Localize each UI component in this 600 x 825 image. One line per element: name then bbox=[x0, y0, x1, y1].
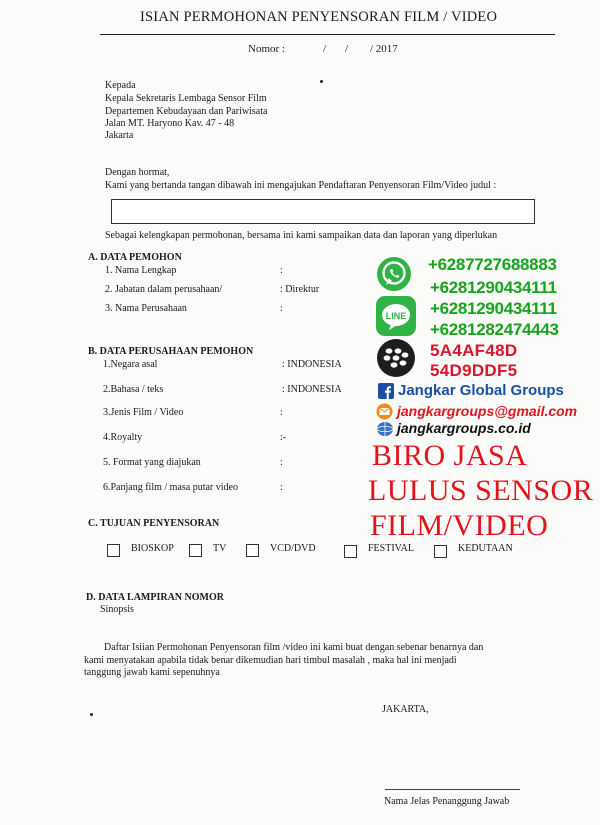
section-d-heading: D. DATA LAMPIRAN NOMOR bbox=[86, 592, 224, 603]
closing-line-1: Daftar Isiian Permohonan Penyensoran film /video ini kami buat dengan sebenar benarnya dan bbox=[104, 642, 484, 653]
section-b-value-5: : bbox=[280, 457, 283, 468]
section-b-label-5: 5. Format yang diajukan bbox=[103, 457, 201, 468]
section-b-label-6: 6.Panjang film / masa putar video bbox=[103, 482, 238, 493]
vcd-dvd-label: VCD/DVD bbox=[270, 543, 316, 554]
svg-text:LINE: LINE bbox=[385, 311, 407, 321]
recipient-line-5: Jakarta bbox=[105, 130, 134, 141]
whatsapp-number: +6287727688883 bbox=[428, 255, 557, 274]
intro-statement: Kami yang bertanda tangan dibawah ini mengajukan Pendaftaran Penyensoran Film/Video judul : bbox=[105, 180, 497, 191]
signature-line bbox=[385, 789, 520, 790]
kedutaan-label: KEDUTAAN bbox=[458, 543, 513, 554]
nomor-slash-1: / bbox=[323, 43, 327, 55]
section-b-value-3: : bbox=[280, 407, 283, 418]
recipient-line-2: Kepala Sekretaris Lembaga Sensor Film bbox=[105, 93, 267, 104]
nomor-label: Nomor : bbox=[248, 43, 285, 55]
section-a-label-1: 1. Nama Lengkap bbox=[105, 265, 177, 276]
recipient-line-3: Departemen Kebudayaan dan Pariwisata bbox=[105, 106, 268, 117]
line-number-3: +6281282474443 bbox=[430, 320, 559, 339]
section-a-heading: A. DATA PEMOHON bbox=[88, 252, 182, 263]
ad-headline-line-2: LULUS SENSOR bbox=[368, 474, 594, 507]
section-b-label-3: 3.Jenis Film / Video bbox=[103, 407, 184, 418]
whatsapp-icon bbox=[376, 256, 412, 292]
ad-headline-line-1: BIRO JASA bbox=[372, 439, 528, 472]
recipient-line-1: Kepada bbox=[105, 80, 136, 91]
tv-label: TV bbox=[213, 543, 227, 554]
section-b-value-6: : bbox=[280, 482, 283, 493]
globe-icon bbox=[376, 421, 394, 437]
signature-label: Nama Jelas Penanggung Jawab bbox=[384, 796, 510, 807]
facebook-name: Jangkar Global Groups bbox=[398, 382, 564, 399]
section-b-value-4: :- bbox=[280, 432, 287, 443]
section-b-label-4: 4.Royalty bbox=[103, 432, 143, 443]
festival-label: FESTIVAL bbox=[368, 543, 414, 554]
signature-place: JAKARTA, bbox=[382, 704, 429, 715]
website-address: jangkargroups.co.id bbox=[397, 420, 531, 436]
scan-speck bbox=[320, 80, 323, 83]
section-a-value-2: : Direktur bbox=[280, 284, 320, 295]
closing-line-3: tanggung jawab kami sepenuhnya bbox=[84, 667, 220, 678]
bbm-pin-2: 54D9DDF5 bbox=[430, 361, 518, 380]
title-underline bbox=[100, 34, 555, 35]
line-number-1: +6281290434111 bbox=[430, 278, 557, 297]
line-app-icon bbox=[376, 296, 416, 336]
recipient-line-4: Jalan MT. Haryono Kav. 47 - 48 bbox=[105, 118, 235, 129]
section-b-label-2: 2.Bahasa / teks bbox=[103, 384, 164, 395]
section-a-value-1: : bbox=[280, 265, 283, 276]
completeness-note: Sebagai kelengkapan permohonan, bersama ini kami sampaikan data dan laporan yang diperlukan bbox=[105, 230, 498, 241]
section-b-heading: B. DATA PERUSAHAAN PEMOHON bbox=[88, 346, 254, 357]
vcd-dvd-checkbox[interactable] bbox=[246, 544, 259, 557]
section-a-label-2: 2. Jabatan dalam perusahaan/ bbox=[105, 284, 223, 295]
facebook-icon bbox=[378, 383, 394, 399]
tv-checkbox[interactable] bbox=[189, 544, 202, 557]
section-a-label-3: 3. Nama Perusahaan bbox=[105, 303, 187, 314]
bbm-pin-1: 5A4AF48D bbox=[430, 341, 518, 360]
section-d-item: Sinopsis bbox=[100, 604, 134, 615]
section-c-heading: C. TUJUAN PENYENSORAN bbox=[88, 518, 220, 529]
section-b-label-1: 1.Negara asal bbox=[103, 359, 158, 370]
bioskop-checkbox[interactable] bbox=[107, 544, 120, 557]
blackberry-icon bbox=[376, 338, 416, 378]
nomor-year: / 2017 bbox=[370, 43, 398, 55]
scan-speck bbox=[90, 713, 93, 716]
greeting: Dengan hormat, bbox=[105, 167, 170, 178]
line-number-2: +6281290434111 bbox=[430, 299, 557, 318]
email-address: jangkargroups@gmail.com bbox=[397, 403, 578, 419]
section-b-value-1: : INDONESIA bbox=[282, 359, 342, 370]
ad-headline-line-3: FILM/VIDEO bbox=[370, 509, 549, 542]
email-icon bbox=[376, 403, 393, 420]
festival-checkbox[interactable] bbox=[344, 545, 357, 558]
section-b-value-2: : INDONESIA bbox=[282, 384, 342, 395]
kedutaan-checkbox[interactable] bbox=[434, 545, 447, 558]
section-a-value-3: : bbox=[280, 303, 283, 314]
closing-line-2: kami menyatakan apabila tidak benar dikemudian hari timbul masalah , maka hal ini menjadi bbox=[84, 655, 457, 666]
bioskop-label: BIOSKOP bbox=[131, 543, 174, 554]
film-title-field[interactable] bbox=[111, 199, 535, 224]
form-title: ISIAN PERMOHONAN PENYENSORAN FILM / VIDEO bbox=[140, 9, 498, 25]
nomor-slash-2: / bbox=[345, 43, 349, 55]
